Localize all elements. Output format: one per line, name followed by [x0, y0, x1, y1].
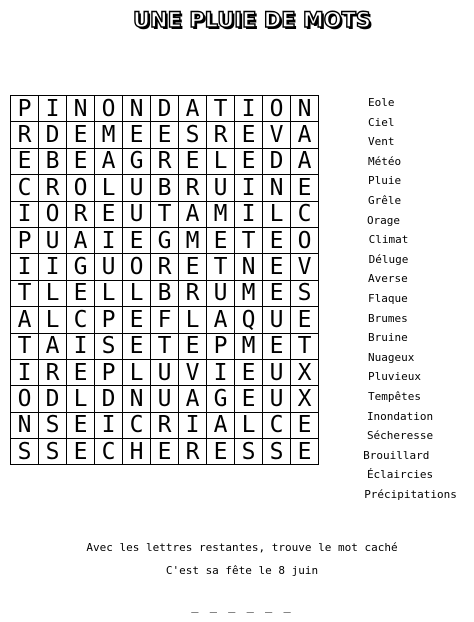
grid-cell: U — [207, 175, 235, 201]
grid-cell: Q — [235, 307, 263, 333]
grid-cell: G — [67, 254, 95, 280]
grid-cell: I — [235, 201, 263, 227]
word-list-item: Sécheresse — [366, 429, 434, 443]
grid-cell: L — [67, 386, 95, 412]
grid-cell: C — [95, 439, 123, 465]
grid-cell: T — [291, 333, 319, 359]
grid-cell: U — [263, 359, 291, 385]
grid-cell: S — [11, 439, 39, 465]
grid-cell: O — [39, 201, 67, 227]
word-list-item: Brumes — [368, 311, 408, 325]
grid-cell: O — [95, 96, 123, 122]
grid-cell: P — [207, 333, 235, 359]
grid-cell: E — [67, 412, 95, 438]
grid-cell: S — [263, 439, 291, 465]
grid-row — [11, 307, 319, 333]
grid-cell: R — [11, 122, 39, 148]
word-list-item: Ciel — [368, 115, 395, 129]
grid-cell: A — [291, 122, 319, 148]
grid-row — [11, 439, 319, 465]
word-list-item: Brouillard — [363, 448, 430, 462]
word-list-item: Orage — [366, 213, 401, 227]
grid-cell: G — [151, 227, 179, 253]
grid-cell: P — [11, 96, 39, 122]
grid-cell: U — [263, 386, 291, 412]
grid-cell: C — [263, 412, 291, 438]
grid-cell: A — [207, 412, 235, 438]
word-list-item: Météo — [368, 154, 402, 168]
grid-cell: A — [95, 148, 123, 174]
grid-cell: M — [235, 333, 263, 359]
word-list-item: Précipitations — [364, 487, 457, 501]
grid-cell: E — [263, 333, 291, 359]
grid-cell: P — [95, 307, 123, 333]
grid-cell: I — [67, 333, 95, 359]
grid-cell: D — [263, 148, 291, 174]
word-list-item: Déluge — [368, 252, 409, 266]
grid-cell: I — [95, 412, 123, 438]
grid-cell: O — [291, 227, 319, 253]
grid-cell: A — [291, 148, 319, 174]
grid-cell: P — [95, 359, 123, 385]
grid-cell: T — [11, 280, 39, 306]
grid-cell: L — [263, 201, 291, 227]
grid-cell: V — [291, 254, 319, 280]
grid-cell: T — [151, 201, 179, 227]
page-title: UNE PLUIE DE MOTS — [132, 8, 372, 32]
grid-cell: O — [263, 96, 291, 122]
grid-cell: V — [179, 359, 207, 385]
grid-cell: S — [291, 280, 319, 306]
grid-cell: A — [39, 333, 67, 359]
grid-cell: R — [179, 175, 207, 201]
grid-row — [11, 359, 319, 385]
grid-cell: N — [263, 175, 291, 201]
grid-cell: O — [11, 386, 39, 412]
grid-cell: U — [151, 386, 179, 412]
word-list-item: Flaque — [368, 291, 408, 305]
grid-cell: I — [207, 359, 235, 385]
instruction-text: Avec les lettres restantes, trouve le mot caché — [86, 541, 398, 554]
grid-cell: U — [263, 307, 291, 333]
grid-cell: S — [179, 122, 207, 148]
grid-cell: B — [151, 175, 179, 201]
grid-cell: T — [207, 96, 235, 122]
word-list-item: Éclaircies — [366, 468, 434, 482]
word-list — [362, 93, 457, 504]
grid-cell: A — [179, 201, 207, 227]
grid-cell: N — [235, 254, 263, 280]
grid-cell: D — [39, 122, 67, 148]
grid-cell: L — [123, 280, 151, 306]
grid-cell: E — [291, 439, 319, 465]
grid-cell: E — [67, 148, 95, 174]
grid-cell: R — [151, 148, 179, 174]
grid-cell: I — [235, 96, 263, 122]
grid-cell: R — [39, 175, 67, 201]
grid-cell: L — [179, 307, 207, 333]
grid-cell: L — [39, 307, 67, 333]
grid-cell: N — [67, 96, 95, 122]
grid-cell: T — [235, 227, 263, 253]
word-list-item: Climat — [368, 233, 409, 247]
grid-row — [11, 386, 319, 412]
grid-cell: U — [95, 254, 123, 280]
grid-cell: E — [179, 254, 207, 280]
grid-cell: R — [151, 254, 179, 280]
grid-cell: I — [95, 227, 123, 253]
grid-cell: R — [207, 122, 235, 148]
grid-cell: S — [39, 412, 67, 438]
grid-cell: C — [123, 412, 151, 438]
grid-cell: L — [39, 280, 67, 306]
grid-row — [11, 148, 319, 174]
grid-cell: U — [207, 280, 235, 306]
hint-text: C'est sa fête le 8 juin — [165, 564, 319, 577]
grid-cell: E — [235, 386, 263, 412]
grid-cell: L — [207, 148, 235, 174]
grid-row — [11, 254, 319, 280]
word-list-item: Pluie — [368, 174, 402, 188]
grid-row — [11, 175, 319, 201]
grid-cell: V — [263, 122, 291, 148]
grid-cell: R — [179, 439, 207, 465]
grid-cell: I — [11, 201, 39, 227]
grid-cell: U — [151, 359, 179, 385]
grid-cell: N — [11, 412, 39, 438]
grid-cell: C — [11, 175, 39, 201]
grid-cell: E — [263, 254, 291, 280]
grid-cell: M — [235, 280, 263, 306]
grid-cell: O — [123, 254, 151, 280]
grid-cell: D — [39, 386, 67, 412]
grid-cell: I — [11, 359, 39, 385]
grid-cell: E — [123, 307, 151, 333]
grid-cell: I — [39, 96, 67, 122]
grid-cell: X — [291, 386, 319, 412]
grid-cell: N — [123, 386, 151, 412]
grid-cell: X — [291, 359, 319, 385]
grid-cell: E — [263, 227, 291, 253]
grid-cell: E — [67, 122, 95, 148]
grid-row — [11, 280, 319, 306]
grid-cell: E — [207, 439, 235, 465]
grid-cell: S — [235, 439, 263, 465]
word-list-item: Pluvieux — [368, 370, 422, 384]
grid-row — [11, 333, 319, 359]
grid-cell: I — [39, 254, 67, 280]
grid-cell: T — [11, 333, 39, 359]
grid-cell: C — [291, 201, 319, 227]
grid-cell: A — [207, 307, 235, 333]
grid-cell: E — [67, 280, 95, 306]
grid-cell: T — [151, 333, 179, 359]
word-list-item: Averse — [368, 272, 408, 286]
grid-cell: D — [95, 386, 123, 412]
word-list-item: Inondation — [366, 409, 434, 423]
grid-cell: E — [291, 307, 319, 333]
grid-cell: E — [123, 227, 151, 253]
grid-cell: R — [179, 280, 207, 306]
word-list-item: Bruine — [368, 331, 408, 345]
grid-cell: B — [39, 148, 67, 174]
grid-cell: R — [151, 412, 179, 438]
grid-cell: E — [291, 175, 319, 201]
grid-cell: B — [151, 280, 179, 306]
grid-cell: G — [207, 386, 235, 412]
grid-cell: N — [123, 96, 151, 122]
grid-cell: E — [123, 333, 151, 359]
grid-cell: L — [123, 359, 151, 385]
grid-cell: L — [95, 280, 123, 306]
grid-cell: E — [123, 122, 151, 148]
grid-cell: E — [151, 439, 179, 465]
grid-cell: M — [207, 201, 235, 227]
grid-cell: U — [123, 201, 151, 227]
grid-cell: C — [67, 307, 95, 333]
grid-cell: E — [179, 333, 207, 359]
word-search-grid — [10, 95, 319, 465]
grid-row — [11, 122, 319, 148]
grid-row — [11, 412, 319, 438]
grid-cell: A — [11, 307, 39, 333]
grid-cell: A — [179, 96, 207, 122]
grid-cell: I — [235, 175, 263, 201]
grid-row — [11, 227, 319, 253]
grid-cell: I — [179, 412, 207, 438]
grid-cell: E — [291, 412, 319, 438]
grid-cell: E — [67, 359, 95, 385]
grid-cell: A — [179, 386, 207, 412]
grid-cell: S — [95, 333, 123, 359]
grid-cell: M — [95, 122, 123, 148]
grid-cell: R — [39, 359, 67, 385]
word-list-item: Tempêtes — [368, 389, 422, 403]
grid-cell: M — [179, 227, 207, 253]
grid-cell: P — [11, 227, 39, 253]
grid-cell: E — [11, 148, 39, 174]
word-list-item: Vent — [368, 135, 395, 149]
grid-cell: E — [179, 148, 207, 174]
grid-cell: E — [95, 201, 123, 227]
grid-cell: S — [39, 439, 67, 465]
grid-cell: F — [151, 307, 179, 333]
grid-cell: L — [235, 412, 263, 438]
grid-cell: E — [235, 359, 263, 385]
grid-cell: N — [291, 96, 319, 122]
grid-cell: H — [123, 439, 151, 465]
grid-cell: U — [123, 175, 151, 201]
grid-cell: E — [263, 280, 291, 306]
grid-cell: E — [67, 439, 95, 465]
answer-blanks: _ _ _ _ _ _ — [191, 599, 293, 613]
word-list-item: Eole — [368, 96, 395, 109]
grid-cell: O — [67, 175, 95, 201]
grid-cell: L — [95, 175, 123, 201]
grid-cell: D — [151, 96, 179, 122]
grid-cell: E — [235, 122, 263, 148]
grid-cell: E — [207, 227, 235, 253]
grid-row — [11, 201, 319, 227]
grid-row — [11, 96, 319, 122]
grid-cell: R — [67, 201, 95, 227]
grid-cell: E — [235, 148, 263, 174]
grid-cell: U — [39, 227, 67, 253]
grid-cell: G — [123, 148, 151, 174]
grid-cell: I — [11, 254, 39, 280]
grid-cell: E — [151, 122, 179, 148]
word-list-item: Nuageux — [368, 350, 415, 364]
grid-cell: A — [67, 227, 95, 253]
grid-cell: T — [207, 254, 235, 280]
word-list-item: Grêle — [368, 193, 402, 207]
